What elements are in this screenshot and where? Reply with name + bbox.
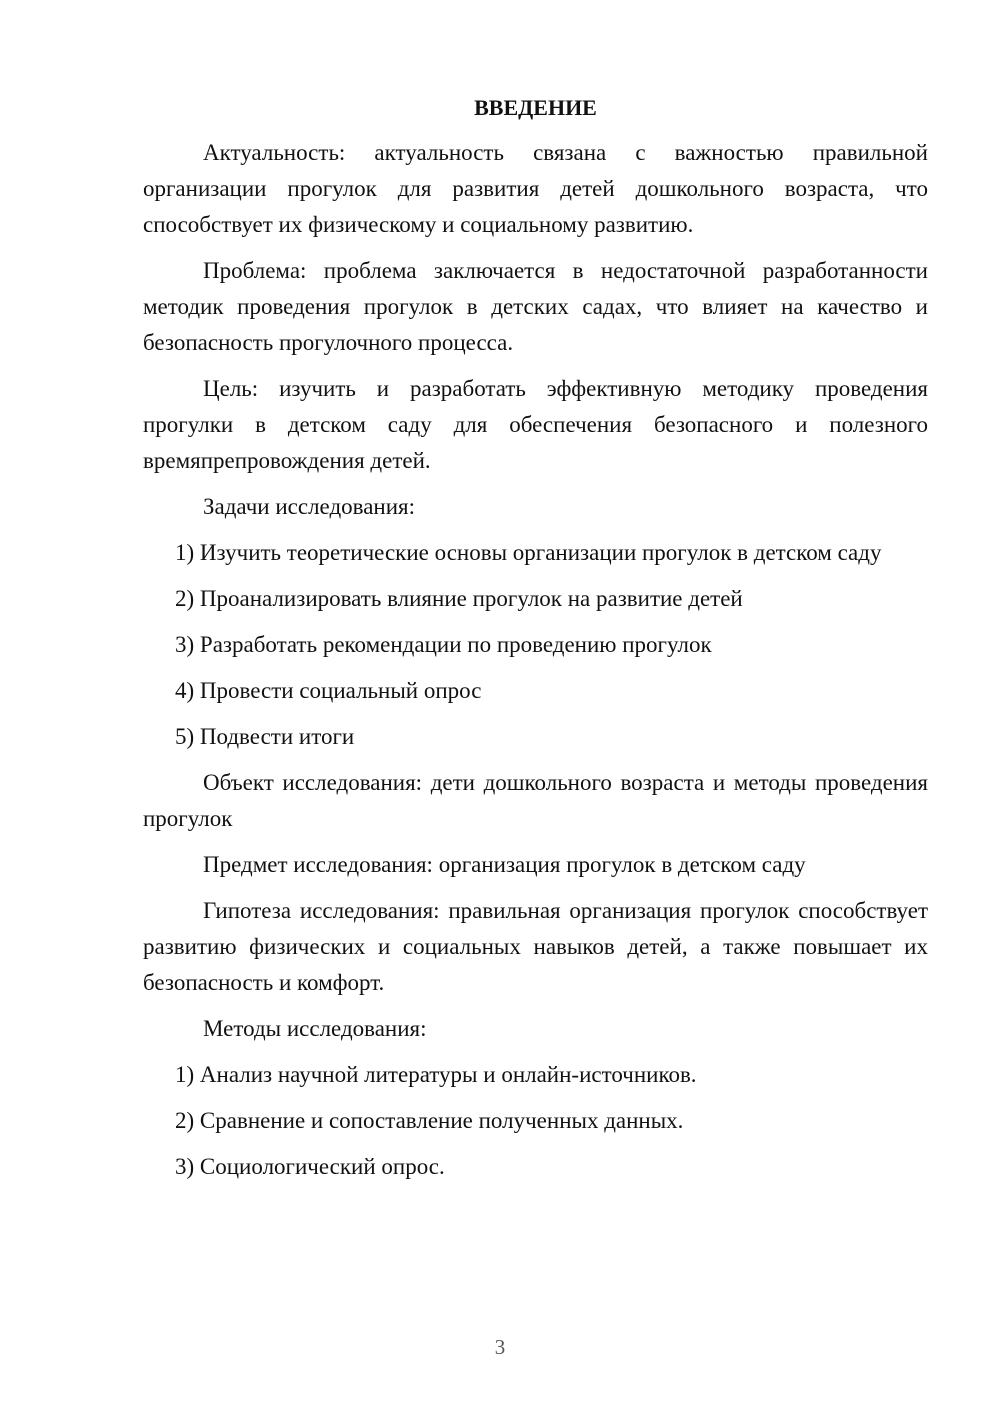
page-number: 3 [494, 1335, 506, 1359]
document-page [143, 90, 928, 1195]
task-item-4: 4) Провести социальный опрос [175, 678, 482, 703]
paragraph-goal: Цель: изучить и разработать эффективную методику проведения прогулки в детском саду для обеспечения безопасного и полезного времяпрепровождения детей. [143, 376, 928, 473]
task-item-2: 2) Проанализировать влияние прогулок на развитие детей [175, 586, 743, 611]
paragraph-object: Объект исследования: дети дошкольного возраста и методы проведения прогулок [143, 770, 928, 831]
paragraph-methods-title: Методы исследования: [203, 1016, 427, 1041]
task-item-5: 5) Подвести итоги [175, 724, 355, 749]
method-item-1: 1) Анализ научной литературы и онлайн-источников. [175, 1062, 697, 1087]
section-heading: ВВЕДЕНИЕ [474, 95, 597, 120]
paragraph-hypothesis: Гипотеза исследования: правильная организация прогулок способствует развитию физических и социальных навыков детей, а также повышает их безопасность и комфорт. [143, 898, 928, 995]
paragraph-problem: Проблема: проблема заключается в недостаточной разработанности методик проведения прогулок в детских садах, что влияет на качество и безопасность прогулочного процесса. [143, 258, 928, 355]
paragraph-tasks-title: Задачи исследования: [203, 494, 416, 519]
paragraph-subject: Предмет исследования: организация прогулок в детском саду [203, 852, 806, 877]
method-item-2: 2) Сравнение и сопоставление полученных данных. [175, 1108, 684, 1133]
task-item-3: 3) Разработать рекомендации по проведению прогулок [175, 632, 712, 657]
paragraph-relevance: Актуальность: актуальность связана с важностью правильной организации прогулок для развития детей дошкольного возраста, что способствует их физическому и социальному развитию. [143, 140, 928, 237]
task-item-1: 1) Изучить теоретические основы организации прогулок в детском саду [175, 540, 882, 565]
method-item-3: 3) Социологический опрос. [175, 1154, 445, 1179]
